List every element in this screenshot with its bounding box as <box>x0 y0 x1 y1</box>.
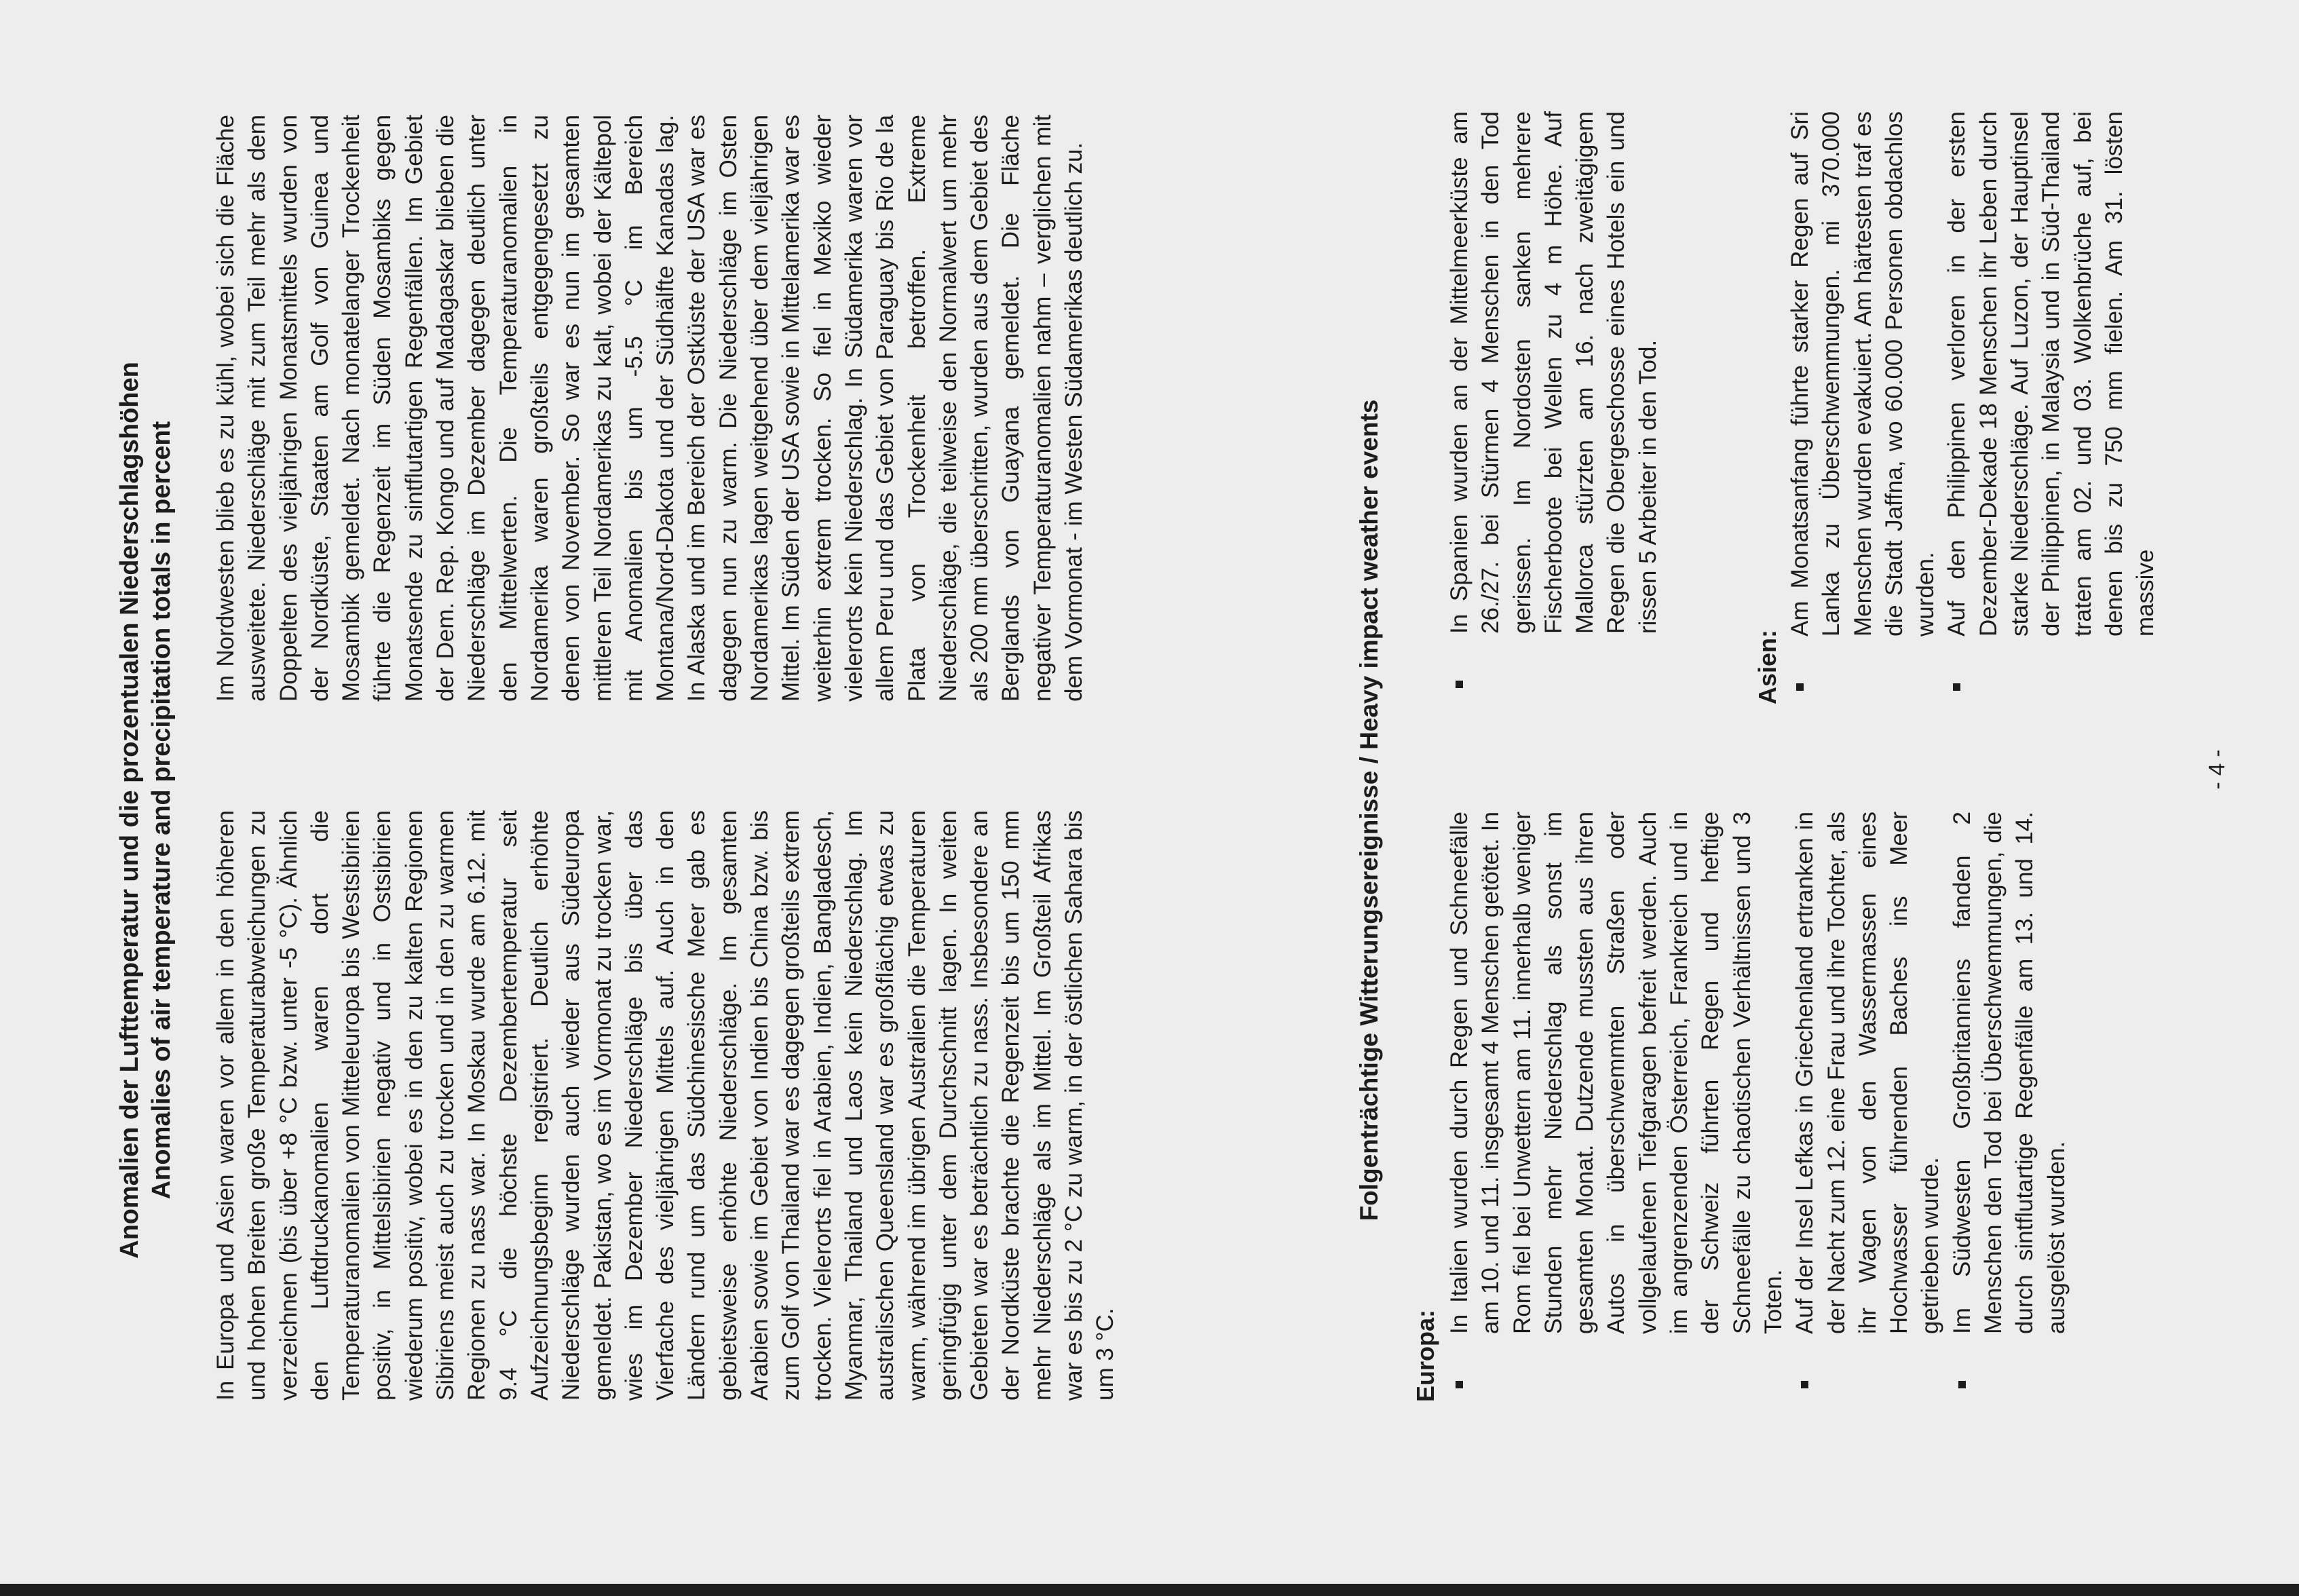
event-text: In Italien wurden durch Regen und Schneefälle am 10. und 11. insgesamt 4 Menschen getötet. In Rom fiel bei Unwettern am 11. innerhalb weniger Stunden mehr Niederschlag als sonst im gesamten Monat. Dutzende mussten aus ihren Autos in überschwemmten Straßen oder vollgelaufenen Tiefgaragen befreit werden. Auch im angrenzenden Österreich, Frankreich und in der Schweiz führten Regen und heftige Schneefälle zu chaotischen Verhältnissen und 3 Toten. <box>1446 812 1787 1334</box>
page-number: - 4 - <box>2204 749 2229 790</box>
intro-right-paragraph: Im Nordwesten blieb es zu kühl, wobei sich die Fläche ausweitete. Niederschläge mit zum Teil mehr als dem Doppelten des vieljährigen Monatsmittels wurden von der Nordküste, Staaten am Golf von Guinea und Mosambik gemeldet. Nach monatelanger Trockenheit führte die Regenzeit im Süden Mosambiks gegen Monatsende zu sintflutartigen Regenfällen. Im Gebiet der Dem. Rep. Kongo und auf Madagaskar blieben die Niederschläge im Dezember dagegen deutlich unter den Mittelwerten. Die Temperaturanomalien in Nordamerika waren großteils entgegengesetzt zu denen von November. So war es nun im gesamten mittleren Teil Nordamerikas zu kalt, wobei der Kältepol mit Anomalien bis um -5.5 °C im Bereich Montana/Nord-Dakota und der Südhälfte Kanadas lag. In Alaska und im Bereich der Ostküste der USA war es dagegen nun zu warm. Die Niederschläge im Osten Nordamerikas lagen weitgehend über dem vieljährigen Mittel. Im Süden der USA sowie in Mittelamerika war es weiterhin extrem trocken. So fiel in Mexiko wieder vielerorts kein Niederschlag. In Südamerika waren vor allem Peru und das Gebiet von Paraguay bis Rio de la Plata von Trockenheit betroffen. Extreme Niederschläge, die teilweise den Normalwert um mehr als 200 mm überschritten, wurden aus dem Gebiet des Berglands von Guayana gemeldet. Die Fläche negativer Temperaturanomalien nahm – verglichen mit dem Vormonat - im Westen Südamerikas deutlich zu. <box>212 115 1088 702</box>
event-text: Am Monatsanfang führte starker Regen auf Sri Lanka zu Überschwemmungen. mi 370.000 Menschen wurden evakuiert. Am härtesten traf es die Stadt Jaffna, wo 60.000 Personen obdachlos wurden. <box>1787 111 1939 636</box>
europa-event-item <box>1444 111 1664 702</box>
intro-left-column <box>210 810 1122 1401</box>
asien-event-list <box>1785 111 2162 704</box>
bullet-square-icon <box>1801 1381 1808 1388</box>
europa-event-list-continued <box>1444 111 1664 702</box>
europa-event-item <box>1444 812 1789 1402</box>
bullet-square-icon <box>1958 1381 1966 1388</box>
asien-event-item <box>1941 111 2161 704</box>
page-title <box>114 132 178 1489</box>
europa-label: Europa: <box>1411 1309 1439 1402</box>
europa-event-list <box>1444 812 2072 1402</box>
event-text: Im Südwesten Großbritanniens fanden 2 Menschen den Tod bei Überschwemmungen, die durch sintflutartige Regenfälle am 13. und 14. ausgelöst wurden. <box>1948 812 2070 1334</box>
bullet-square-icon <box>1796 683 1804 691</box>
event-text: Auf der Insel Lefkas in Griechenland ertranken in der Nacht zum 12. eine Frau und ihre Tochter, als ihr Wagen von den Wassermassen eines Hochwasser führenden Baches ins Meer getrieben wurde. <box>1791 812 1944 1334</box>
bullet-square-icon <box>1953 683 1960 691</box>
event-text: In Spanien wurden an der Mittelmeerküste am 26./27. bei Stürmen 4 Menschen in den Tod gerissen. Im Nordosten sanken mehrere Fischerboote bei Wellen zu 4 m Höhe. Auf Mallorca stürzten am 16. nach zweitägigem Regen die Obergeschosse eines Hotels ein und rissen 5 Arbeiter in den Tod. <box>1446 111 1661 634</box>
europa-event-item <box>1947 812 2072 1402</box>
asien-event-item <box>1785 111 1941 704</box>
title-english: Anomalies of air temperature and precipitation totals in percent <box>147 421 176 1200</box>
events-heading: Folgenträchtige Witterungsereignisse / Heavy impact weather events <box>1355 399 1383 1221</box>
bullet-square-icon <box>1456 681 1463 688</box>
bullet-square-icon <box>1456 1381 1463 1388</box>
asien-label: Asien: <box>1753 629 1781 704</box>
europa-event-item <box>1789 812 1946 1402</box>
intro-left-paragraph: In Europa und Asien waren vor allem in den höheren und hohen Breiten große Temperaturabweichungen zu verzeichnen (bis über +8 °C bzw. unter -5 °C). Ähnlich den Luftdruckanomalien waren dort die Temperaturanomalien von Mitteleuropa bis Westsibirien positiv, in Mittelsibirien negativ und in Ostsibirien wiederum positiv, wobei es in den zu kalten Regionen Sibiriens meist auch zu trocken und in den zu warmen Regionen zu nass war. In Moskau wurde am 6.12. mit 9.4 °C die höchste Dezembertemperatur seit Aufzeichnungsbeginn registriert. Deutlich erhöhte Niederschläge wurden auch wieder aus Südeuropa gemeldet. Pakistan, wo es im Vormonat zu trocken war, wies im Dezember Niederschläge bis über das Vierfache des vieljährigen Mittels auf. Auch in den Ländern rund um das Südchinesische Meer gab es gebietsweise erhöhte Niederschläge. Im gesamten Arabien sowie im Gebiet von Indien bis China bzw. bis zum Golf von Thailand war es dagegen großteils extrem trocken. Vielerorts fiel in Arabien, Indien, Bangladesch, Myanmar, Thailand und Laos kein Niederschlag. Im australischen Queensland war es großflächig etwas zu warm, während im übrigen Australien die Temperaturen geringfügig unter dem Durchschnitt lagen. In weiten Gebieten war es beträchtlich zu nass. Insbesondere an der Nordküste brachte die Regenzeit bis um 150 mm mehr Niederschläge als im Mittel. Im Großteil Afrikas war es bis zu 2 °C zu warm, in der östlichen Sahara bis um 3 °C. <box>212 810 1119 1401</box>
title-german: Anomalien der Lufttemperatur und die prozentualen Niederschlagshöhen <box>115 362 144 1259</box>
scanner-edge-band <box>0 1584 2299 1596</box>
intro-right-column <box>210 115 1090 702</box>
event-text: Auf den Philippinen verloren in der ersten Dezember-Dekade 18 Menschen ihr Leben durch starke Niederschläge. Auf Luzon, der Hauptinsel der Philippinen, in Malaysia und in Süd-Thailand traten am 02. und 03. Wolkenbrüche auf, bei denen bis zu 750 mm fielen. Am 31. lösten massive <box>1943 111 2159 636</box>
